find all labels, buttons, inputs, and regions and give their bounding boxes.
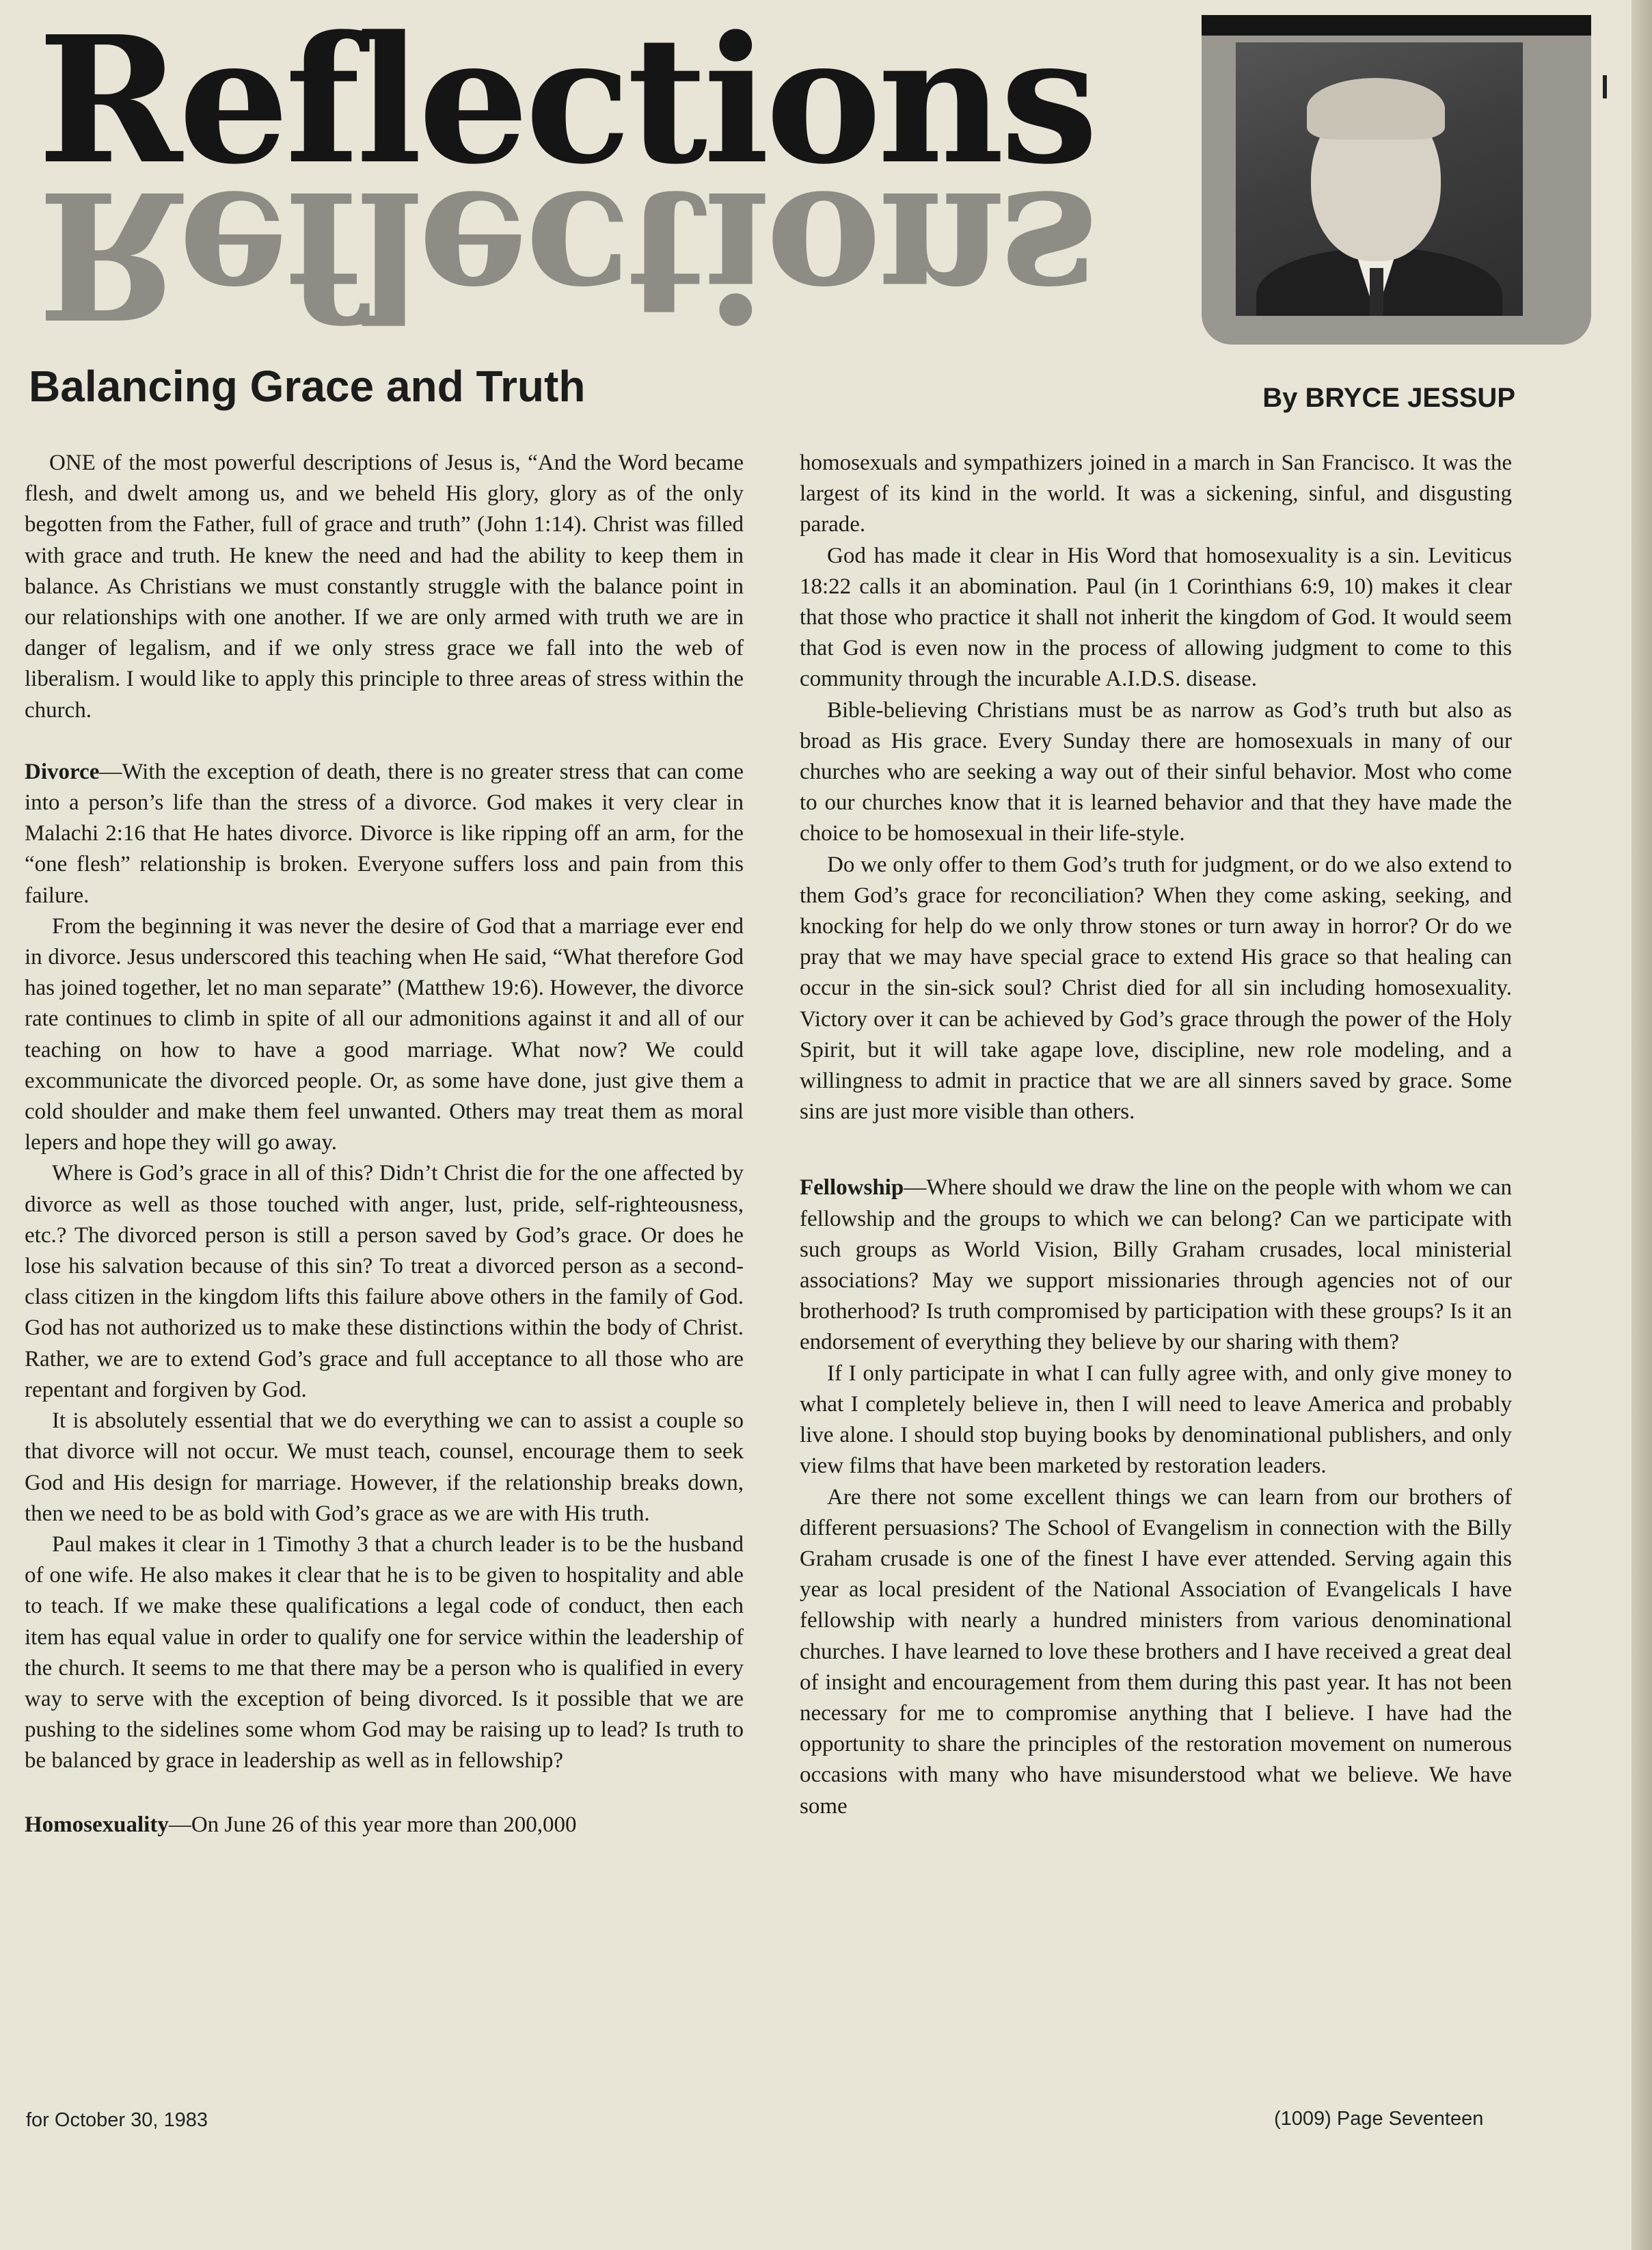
author-photo <box>1236 42 1523 316</box>
homosexuality-paragraph-4: Bible-believing Christians must be as narrow as God’s truth but also as broad as His grace. Every Sunday there are homosexuals in many of our churches who are seeking a way out of their sinful behavior. Most who come to our churches know that it is learned behavior and that they have made the choice to be homosexual in their life-style. <box>800 697 1512 846</box>
divorce-paragraph-1 <box>25 757 744 911</box>
divorce-paragraph-1-text: —With the exception of death, there is no greater stress that can come into a person’s life than the stress of a divorce. God makes it very clear in Malachi 2:16 that He hates divorce. Divorce is like ripping off an arm, for the “one flesh” relationship is broken. Everyone suffers loss and pain from this failure. <box>25 759 744 908</box>
footer-date: for October 30, 1983 <box>26 2109 208 2131</box>
page-edge <box>1631 0 1652 2250</box>
homosexuality-paragraph-2: homosexuals and sympathizers joined in a march in San Francisco. It was the largest of its kind in the world. It was a sickening, sinful, and disgusting parade. <box>800 451 1512 537</box>
article-byline: By BRYCE JESSUP <box>1262 383 1515 413</box>
divorce-paragraph-5: Paul makes it clear in 1 Timothy 3 that a church leader is to be the husband of one wife. He also makes it clear that he is to be given to hospitality and able to teach. If we make these qualifications a legal code of conduct, then each item has equal value in order to qualify one for service within the leadership of the church. It seems to me that there may be a person who is qualified in every way to serve with the exception of being divorced. Is it possible that we are pushing to the sidelines some whom God may be raising up to lead? Is truth to be balanced by grace in leadership as well as in fellowship? <box>25 1531 744 1773</box>
author-photo-frame <box>1202 15 1591 345</box>
divorce-paragraph-3: Where is God’s grace in all of this? Didn’t Christ die for the one affected by divorce as well as those touched with anger, lust, pride, self-righteousness, etc.? The divorced person is still a person saved by God’s grace. Or does he lose his salvation because of this sin? To treat a divorced person as a second-class citizen in the kingdom lifts this failure above others in the family of God. God has not authorized us to make these distinctions within the body of Christ. Rather, we are to extend God’s grace and full acceptance to all those who are repentant and forgiven by God. <box>25 1161 744 1402</box>
right-column <box>800 448 1512 1822</box>
fellowship-run-in-head: Fellowship <box>800 1175 904 1201</box>
footer-page-number: (1009) Page Seventeen <box>1274 2108 1484 2130</box>
homosexuality-paragraph-5: Do we only offer to them God’s truth for judgment, or do we also extend to them God’s grace for reconciliation? When they come asking, seeking, and knocking for help do we only throw stones or turn away in horror? Or do we pray that we may have special grace to extend His grace so that healing can occur in the sin-sick soul? Christ died for all sin including homosexuality. Victory over it can be achieved by God’s grace through the power of the Holy Spirit, but it will take agape love, discipline, new role modeling, and a willingness to admit in practice that we are all sinners saved by grace. Some sins are just more visible than others. <box>800 852 1512 1125</box>
fellowship-paragraph-1 <box>800 1173 1512 1358</box>
homosexuality-paragraph-3: God has made it clear in His Word that homosexuality is a sin. Leviticus 18:22 calls it an abomination. Paul (in 1 Corinthians 6:9, 10) makes it clear that those who practice it shall not inherit the kingdom of God. It would seem that God is even now in the process of allowing judgment to come to this community through the incurable A.I.D.S. disease. <box>800 543 1512 692</box>
divorce-run-in-head: Divorce <box>25 759 100 784</box>
article-headline: Balancing Grace and Truth <box>29 362 586 411</box>
masthead-reflection-text: Reflections <box>38 152 1094 356</box>
divorce-paragraph-2: From the beginning it was never the desire of God that a marriage ever end in divorce. Jesus underscored this teaching when He said, “What therefore God has joined together, let no man separate” (Matthew 19:6). However, the divorce rate continues to climb in spite of all our admonitions against it and all of our teaching on how to have a good marriage. What now? We could excommunicate the divorced people. Or, as some have done, just give them a cold shoulder and make them feel unwanted. Others may treat them as moral lepers and hope they will go away. <box>25 913 744 1155</box>
divorce-paragraph-4: It is absolutely essential that we do everything we can to assist a couple so that divorce will not occur. We must teach, counsel, encourage them to seek God and His design for marriage. However, if the relationship breaks down, then we need to be as bold with God’s grace as we are with His truth. <box>25 1408 744 1526</box>
homosexuality-paragraph-1-text: —On June 26 of this year more than 200,000 <box>168 1812 577 1837</box>
photo-frame-top-bar <box>1202 15 1591 36</box>
left-column <box>25 448 744 1840</box>
intro-paragraph: ONE of the most powerful descriptions of Jesus is, “And the Word became flesh, and dwelt among us, and we beheld His glory, glory as of the only begotten from the Father, full of grace and truth” (John 1:14). Christ was filled with grace and truth. He knew the need and had the ability to keep them in balance. As Christians we must constantly struggle with the balance point in our relationships with one another. If we are only armed with truth we are in danger of legalism, and if we only stress grace we fall into the web of liberalism. I would like to apply this principle to three areas of stress within the church. <box>25 451 744 723</box>
photo-hair <box>1307 78 1445 139</box>
fellowship-paragraph-1-text: —Where should we draw the line on the people with whom we can fellowship and the groups to which we can belong? Can we participate with such groups as World Vision, Billy Graham crusades, local ministerial associations? May we support missionaries through agencies not of our brotherhood? Is truth compromised by participation with these groups? Is it an endorsement of everything they believe by our sharing with them? <box>800 1175 1512 1355</box>
margin-mark <box>1603 75 1607 98</box>
fellowship-paragraph-2: If I only participate in what I can fully agree with, and only give money to what I completely believe in, then I will need to leave America and probably live alone. I should stop buying books by denominational publishers, and only view films that have been marketed by restoration leaders. <box>800 1361 1512 1479</box>
homosexuality-paragraph-1 <box>25 1810 744 1840</box>
homosexuality-run-in-head: Homosexuality <box>25 1812 169 1837</box>
fellowship-paragraph-3: Are there not some excellent things we can learn from our brothers of different persuasions? The School of Evangelism in connection with the Billy Graham crusade is one of the finest I have ever attended. Serving again this year as local president of the National Association of Evangelicals I have fellowship with nearly a hundred ministers from various denominational churches. I have learned to love these brothers and I have received a great deal of insight and encouragement from them during this past year. It has not been necessary for me to compromise anything that I believe. I have had the opportunity to share the principles of the restoration movement on numerous occasions with many who have misunderstood what we believe. We have some <box>800 1484 1512 1819</box>
photo-tie <box>1370 268 1383 316</box>
masthead-title: Reflections <box>38 0 1094 203</box>
